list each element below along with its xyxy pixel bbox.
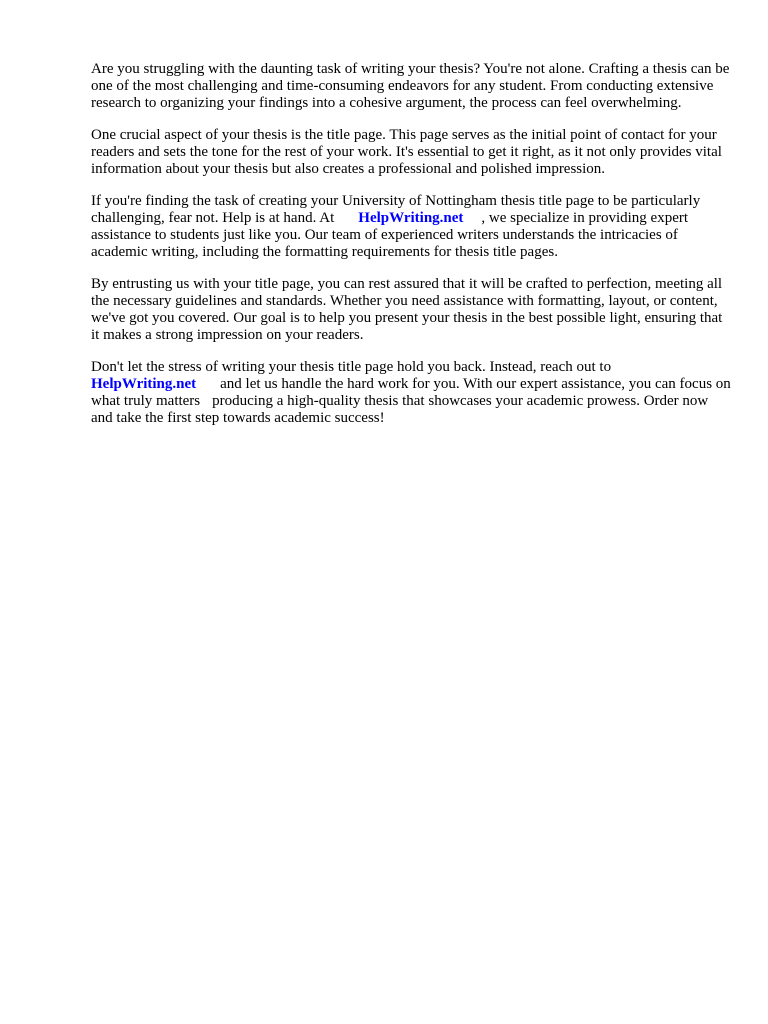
paragraph-cta-text-before: Don't let the stress of writing your thesis title page hold you back. Instead, reach out to [91,359,612,375]
helpwriting-link[interactable]: HelpWriting.net [358,210,464,226]
paragraph-cta-text-after: and let us handle the hard work for you. With our expert assistance, you can focus on what truly matters [91,376,731,409]
paragraph-cta [91,359,731,427]
helpwriting-link-cta[interactable]: HelpWriting.net [91,376,197,392]
paragraph-cta-text-after2: producing a high-quality thesis that showcases your academic prowess. Order now and take the first step towards academic success! [91,393,709,426]
document-body [91,61,731,442]
paragraph-help-text-after: , we specialize in providing expert assistance to students just like you. Our team of experienced writers understands the intricacies of academic writing, including the formatting requirements for thesis title pages. [91,210,689,260]
paragraph-entrust: By entrusting us with your title page, you can rest assured that it will be crafted to perfection, meeting all the necessary guidelines and standards. Whether you need assistance with formatting, layout, or content, we've got you covered. Our goal is to help you present your thesis in the best possible light, ensuring that it makes a strong impression on your readers. [91,276,723,343]
paragraph-help [91,193,731,261]
paragraph-title-page: One crucial aspect of your thesis is the title page. This page serves as the initial point of contact for your readers and sets the tone for the rest of your work. It's essential to get it right, as it not only provides vital information about your thesis but also creates a professional and polished impression. [91,127,722,177]
paragraph-intro: Are you struggling with the daunting task of writing your thesis? You're not alone. Crafting a thesis can be one of the most challenging and time-consuming endeavors for any student. From conducting extensive research to organizing your findings into a cohesive argument, the process can feel overwhelming. [91,61,730,111]
paragraph-help-text-before: If you're finding the task of creating your University of Nottingham thesis title page to be particularly challenging, fear not. Help is at hand. At [91,193,701,226]
